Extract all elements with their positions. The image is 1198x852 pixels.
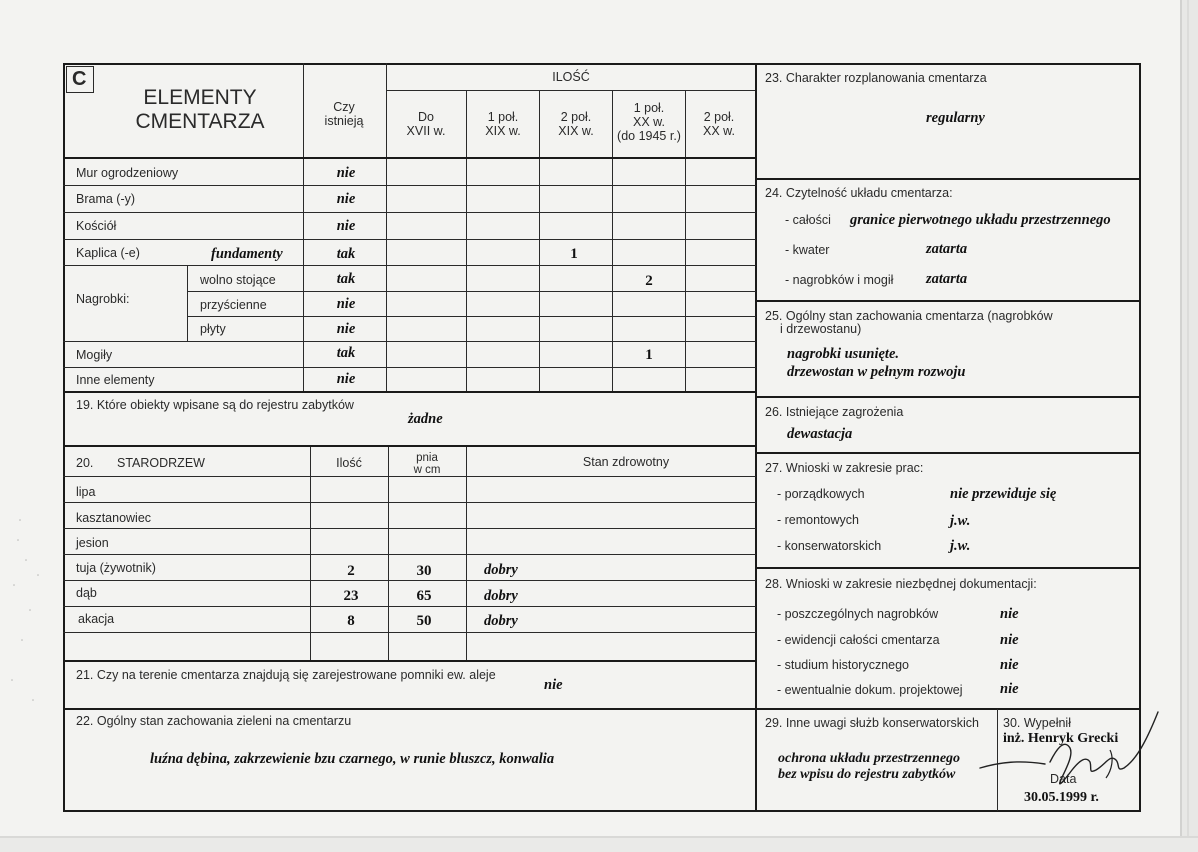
tree-name: kasztanowiec: [76, 511, 152, 525]
element-label: wolno stojące: [200, 273, 276, 287]
q20-number: 20.: [76, 456, 94, 470]
q24-item-answer: zatarta: [926, 241, 968, 257]
ilosc-header: ILOŚĆ: [552, 70, 590, 84]
q24-item-label: - nagrobków i mogił: [785, 273, 894, 287]
element-exists: tak: [336, 246, 356, 262]
period-line1: 2 poł.: [560, 110, 592, 124]
q25-label-line2: i drzewostanu): [780, 322, 862, 336]
q29-label: 29. Inne uwagi służb konserwatorskich: [765, 716, 980, 730]
tree-name: dąb: [76, 586, 97, 600]
q20-col-trunk: [414, 452, 441, 476]
q24-item-answer: zatarta: [926, 271, 968, 287]
q23-answer: regularny: [926, 110, 985, 126]
element-exists: nie: [336, 321, 356, 337]
tree-count: 8: [347, 613, 355, 629]
q29-answer-line1: ochrona układu przestrzennego: [778, 751, 961, 766]
tree-health: dobry: [484, 588, 518, 604]
card-letter: C: [72, 68, 87, 90]
signature-icon: [960, 690, 1170, 800]
element-label: Inne elementy: [76, 373, 155, 387]
q28-item-answer: nie: [1000, 632, 1019, 648]
q25-answer-line1: nagrobki usunięte.: [787, 346, 899, 362]
element-label: Brama (-y): [76, 192, 136, 206]
element-exists: nie: [336, 191, 356, 207]
q27-label: 27. Wnioski w zakresie prac:: [765, 461, 924, 475]
q20-col-count: Ilość: [336, 456, 362, 470]
q28-label: 28. Wnioski w zakresie niezbędnej dokumentacji:: [765, 577, 1037, 591]
period-line1: 1 poł.: [633, 101, 665, 115]
q22-label: 22. Ogólny stan zachowania zieleni na cmentarzu: [76, 714, 352, 728]
q24-label: 24. Czytelność układu cmentarza:: [765, 186, 953, 200]
q20-title: STARODRZEW: [117, 456, 205, 470]
element-label: przyścienne: [200, 298, 267, 312]
exist-col-line1: Czy: [333, 100, 355, 114]
element-count: 1: [645, 347, 653, 363]
tree-name: lipa: [76, 485, 96, 499]
period-line2: XX w.: [633, 115, 665, 129]
tree-health: dobry: [484, 613, 518, 629]
q28-item-label: - poszczególnych nagrobków: [777, 607, 939, 621]
q19-label: 19. Które obiekty wpisane są do rejestru zabytków: [76, 398, 354, 412]
q27-item-answer: j.w.: [950, 538, 971, 554]
q21-answer: nie: [544, 677, 563, 693]
nagrobki-label: Nagrobki:: [76, 292, 130, 306]
element-label: Mogiły: [76, 348, 113, 362]
period-header-0: [407, 110, 446, 138]
section-title: [110, 86, 290, 134]
period-header-2: [558, 110, 593, 138]
q28-item-answer: nie: [1000, 657, 1019, 673]
tree-name: jesion: [76, 536, 109, 550]
q27-item-label: - konserwatorskich: [777, 539, 882, 553]
element-exists: nie: [336, 218, 356, 234]
q27-item-label: - remontowych: [777, 513, 859, 527]
element-label: Mur ogrodzeniowy: [76, 166, 179, 180]
section-title-line1: ELEMENTY: [143, 86, 257, 109]
element-note: fundamenty: [211, 246, 283, 262]
q24-item-label: - całości: [785, 213, 831, 227]
element-count: 2: [645, 273, 653, 289]
section-title-line2: CMENTARZA: [135, 110, 265, 133]
q30-name: inż. Henryk Grecki: [1003, 731, 1119, 746]
q28-item-answer: nie: [1000, 606, 1019, 622]
q21-label: 21. Czy na terenie cmentarza znajdują się zarejestrowane pomniki ew. aleje: [76, 668, 496, 682]
tree-trunk: 65: [416, 588, 432, 604]
q27-item-answer: nie przewiduje się: [950, 486, 1057, 502]
period-line1: 1 poł.: [487, 110, 519, 124]
q26-label: 26. Istniejące zagrożenia: [765, 405, 904, 419]
element-count: 1: [570, 246, 578, 262]
element-label: płyty: [200, 322, 226, 336]
q26-answer: dewastacja: [787, 426, 853, 442]
q22-answer: luźna dębina, zakrzewienie bzu czarnego, w runie bluszcz, konwalia: [150, 751, 555, 767]
period-line1: Do: [418, 110, 434, 124]
element-exists: nie: [336, 296, 356, 312]
q28-item-label: - ewentualnie dokum. projektowej: [777, 683, 963, 697]
tree-trunk: 30: [416, 563, 432, 579]
tree-count: 23: [343, 588, 359, 604]
element-exists: tak: [336, 345, 356, 361]
q24-item-answer: granice pierwotnego układu przestrzennego: [850, 212, 1111, 228]
period-line2: XIX w.: [485, 124, 521, 138]
q30-date-label: Data: [1050, 772, 1077, 786]
q20-col-trunk-line1: pnia: [416, 452, 438, 464]
period-line3: (do 1945 r.): [617, 129, 681, 143]
q28-item-label: - ewidencji całości cmentarza: [777, 633, 940, 647]
q19-answer: żadne: [408, 411, 443, 427]
element-label: Kaplica (-e): [76, 246, 140, 260]
exist-col-line2: istnieją: [324, 114, 364, 128]
q25-label-line1: 25. Ogólny stan zachowania cmentarza (nagrobków: [765, 309, 1053, 323]
tree-name: akacja: [78, 612, 115, 626]
q25-answer-line2: drzewostan w pełnym rozwoju: [787, 364, 966, 380]
element-exists: tak: [336, 271, 356, 287]
period-header-4: [703, 110, 735, 138]
q27-item-answer: j.w.: [950, 513, 971, 529]
period-header-1: [485, 110, 520, 138]
period-line2: XVII w.: [406, 124, 446, 138]
period-line2: XX w.: [703, 124, 735, 138]
tree-trunk: 50: [416, 613, 432, 629]
q24-item-label: - kwater: [785, 243, 830, 257]
q20-col-trunk-line2: w cm: [413, 464, 441, 476]
period-line1: 2 poł.: [703, 110, 735, 124]
q20-col-health: Stan zdrowotny: [582, 455, 670, 469]
q30-label: 30. Wypełnił: [1003, 716, 1071, 730]
q28-item-label: - studium historycznego: [777, 658, 910, 672]
element-exists: nie: [336, 165, 356, 181]
q29-answer-line2: bez wpisu do rejestru zabytków: [778, 767, 956, 782]
period-line2: XIX w.: [558, 124, 594, 138]
q30-date: 30.05.1999 r.: [1024, 790, 1099, 805]
tree-health: dobry: [484, 562, 518, 578]
q23-label: 23. Charakter rozplanowania cmentarza: [765, 71, 987, 85]
tree-count: 2: [347, 563, 355, 579]
element-label: Kościół: [76, 219, 117, 233]
q28-item-answer: nie: [1000, 681, 1019, 697]
element-exists: nie: [336, 371, 356, 387]
tree-name: tuja (żywotnik): [76, 561, 156, 575]
q27-item-label: - porządkowych: [777, 487, 865, 501]
period-header-3: [617, 101, 681, 143]
exist-col-header: [325, 100, 364, 128]
